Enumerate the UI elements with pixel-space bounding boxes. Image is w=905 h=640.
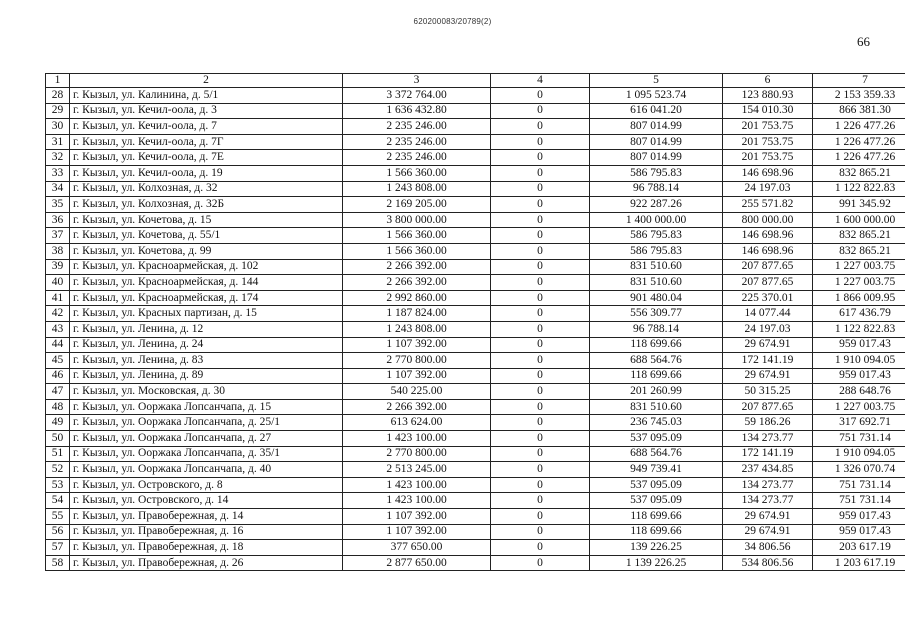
total-cost-cell: 1 107 392.00	[343, 524, 491, 540]
col5-value-cell: 1 400 000.00	[590, 212, 723, 228]
total-cost-cell: 2 235 246.00	[343, 150, 491, 166]
table-row	[46, 88, 905, 104]
table-row	[46, 524, 905, 540]
table-row	[46, 509, 905, 525]
col5-value-cell: 96 788.14	[590, 321, 723, 337]
col6-value-cell: 134 273.77	[723, 493, 813, 509]
total-cost-cell: 1 566 360.00	[343, 165, 491, 181]
total-cost-cell: 2 770 800.00	[343, 353, 491, 369]
col7-value-cell: 1 866 009.95	[813, 290, 905, 306]
col7-value-cell: 959 017.43	[813, 509, 905, 525]
table-row	[46, 275, 905, 291]
col7-value-cell: 1 326 070.74	[813, 462, 905, 478]
row-number-cell: 35	[46, 197, 70, 213]
col5-value-cell: 201 260.99	[590, 384, 723, 400]
table-row	[46, 259, 905, 275]
total-cost-cell: 1 423 100.00	[343, 477, 491, 493]
col6-value-cell: 14 077.44	[723, 306, 813, 322]
total-cost-cell: 2 266 392.00	[343, 259, 491, 275]
col6-value-cell: 134 273.77	[723, 431, 813, 447]
col5-value-cell: 688 564.76	[590, 353, 723, 369]
col4-value-cell: 0	[491, 415, 590, 431]
row-number-cell: 36	[46, 212, 70, 228]
col4-value-cell: 0	[491, 399, 590, 415]
col7-value-cell: 959 017.43	[813, 524, 905, 540]
col4-value-cell: 0	[491, 181, 590, 197]
document-id: 620200083/20789(2)	[413, 17, 492, 26]
col4-value-cell: 0	[491, 275, 590, 291]
col7-value-cell: 203 617.19	[813, 540, 905, 556]
table-row	[46, 228, 905, 244]
total-cost-cell: 540 225.00	[343, 384, 491, 400]
col6-value-cell: 29 674.91	[723, 368, 813, 384]
col6-value-cell: 201 753.75	[723, 150, 813, 166]
row-number-cell: 56	[46, 524, 70, 540]
total-cost-cell: 1 566 360.00	[343, 228, 491, 244]
table-row	[46, 462, 905, 478]
row-number-cell: 38	[46, 243, 70, 259]
table-row	[46, 337, 905, 353]
col5-value-cell: 1 095 523.74	[590, 88, 723, 104]
address-cell: г. Кызыл, ул. Ооржака Лопсанчапа, д. 25/1	[70, 415, 343, 431]
address-cell: г. Кызыл, ул. Калинина, д. 5/1	[70, 88, 343, 104]
col7-value-cell: 317 692.71	[813, 415, 905, 431]
address-cell: г. Кызыл, ул. Красноармейская, д. 144	[70, 275, 343, 291]
table-row	[46, 243, 905, 259]
col4-value-cell: 0	[491, 431, 590, 447]
address-cell: г. Кызыл, ул. Колхозная, д. 32	[70, 181, 343, 197]
address-cell: г. Кызыл, ул. Кечил-оола, д. 7	[70, 119, 343, 135]
col7-value-cell: 751 731.14	[813, 431, 905, 447]
col5-value-cell: 118 699.66	[590, 509, 723, 525]
col4-value-cell: 0	[491, 212, 590, 228]
col4-value-cell: 0	[491, 306, 590, 322]
col6-value-cell: 146 698.96	[723, 165, 813, 181]
address-cell: г. Кызыл, ул. Островского, д. 14	[70, 493, 343, 509]
col7-value-cell: 288 648.76	[813, 384, 905, 400]
address-cell: г. Кызыл, ул. Островского, д. 8	[70, 477, 343, 493]
col5-value-cell: 586 795.83	[590, 243, 723, 259]
header-cell: 4	[491, 74, 590, 88]
col6-value-cell: 123 880.93	[723, 88, 813, 104]
table-row	[46, 165, 905, 181]
row-number-cell: 44	[46, 337, 70, 353]
col4-value-cell: 0	[491, 477, 590, 493]
table-row	[46, 290, 905, 306]
total-cost-cell: 2 992 860.00	[343, 290, 491, 306]
table-row	[46, 119, 905, 135]
total-cost-cell: 1 423 100.00	[343, 493, 491, 509]
row-number-cell: 47	[46, 384, 70, 400]
col4-value-cell: 0	[491, 197, 590, 213]
col7-value-cell: 991 345.92	[813, 197, 905, 213]
col7-value-cell: 832 865.21	[813, 165, 905, 181]
row-number-cell: 40	[46, 275, 70, 291]
col7-value-cell: 1 226 477.26	[813, 150, 905, 166]
total-cost-cell: 2 235 246.00	[343, 119, 491, 135]
address-cell: г. Кызыл, ул. Кечил-оола, д. 7Г	[70, 134, 343, 150]
row-number-cell: 48	[46, 399, 70, 415]
col4-value-cell: 0	[491, 446, 590, 462]
col5-value-cell: 586 795.83	[590, 228, 723, 244]
table-row	[46, 306, 905, 322]
col6-value-cell: 172 141.19	[723, 446, 813, 462]
table-row	[46, 540, 905, 556]
col4-value-cell: 0	[491, 243, 590, 259]
header-cell: 7	[813, 74, 905, 88]
col5-value-cell: 537 095.09	[590, 431, 723, 447]
address-cell: г. Кызыл, ул. Красноармейская, д. 102	[70, 259, 343, 275]
address-cell: г. Кызыл, ул. Правобережная, д. 26	[70, 555, 343, 571]
col7-value-cell: 751 731.14	[813, 493, 905, 509]
row-number-cell: 50	[46, 431, 70, 447]
col6-value-cell: 50 315.25	[723, 384, 813, 400]
total-cost-cell: 3 800 000.00	[343, 212, 491, 228]
col7-value-cell: 832 865.21	[813, 228, 905, 244]
col6-value-cell: 24 197.03	[723, 181, 813, 197]
col6-value-cell: 207 877.65	[723, 399, 813, 415]
col4-value-cell: 0	[491, 165, 590, 181]
table-row	[46, 431, 905, 447]
col5-value-cell: 901 480.04	[590, 290, 723, 306]
col6-value-cell: 24 197.03	[723, 321, 813, 337]
address-cell: г. Кызыл, ул. Кечил-оола, д. 19	[70, 165, 343, 181]
header-cell: 3	[343, 74, 491, 88]
table-row	[46, 446, 905, 462]
address-cell: г. Кызыл, ул. Ленина, д. 24	[70, 337, 343, 353]
table-row	[46, 415, 905, 431]
total-cost-cell: 2 513 245.00	[343, 462, 491, 478]
col7-value-cell: 1 227 003.75	[813, 399, 905, 415]
col5-value-cell: 807 014.99	[590, 134, 723, 150]
table-row	[46, 399, 905, 415]
col7-value-cell: 1 600 000.00	[813, 212, 905, 228]
total-cost-cell: 377 650.00	[343, 540, 491, 556]
col4-value-cell: 0	[491, 290, 590, 306]
col5-value-cell: 831 510.60	[590, 275, 723, 291]
table-row	[46, 321, 905, 337]
table-row	[46, 181, 905, 197]
col6-value-cell: 134 273.77	[723, 477, 813, 493]
col5-value-cell: 586 795.83	[590, 165, 723, 181]
col5-value-cell: 831 510.60	[590, 259, 723, 275]
total-cost-cell: 1 243 808.00	[343, 181, 491, 197]
total-cost-cell: 2 770 800.00	[343, 446, 491, 462]
table-row	[46, 212, 905, 228]
row-number-cell: 28	[46, 88, 70, 104]
table-row	[46, 197, 905, 213]
table-row	[46, 368, 905, 384]
address-cell: г. Кызыл, ул. Красноармейская, д. 174	[70, 290, 343, 306]
col5-value-cell: 537 095.09	[590, 477, 723, 493]
col5-value-cell: 688 564.76	[590, 446, 723, 462]
col7-value-cell: 866 381.30	[813, 103, 905, 119]
table-row	[46, 384, 905, 400]
total-cost-cell: 1 423 100.00	[343, 431, 491, 447]
row-number-cell: 41	[46, 290, 70, 306]
total-cost-cell: 613 624.00	[343, 415, 491, 431]
total-cost-cell: 2 169 205.00	[343, 197, 491, 213]
register-table-body	[46, 74, 905, 571]
col6-value-cell: 534 806.56	[723, 555, 813, 571]
col7-value-cell: 1 122 822.83	[813, 181, 905, 197]
col4-value-cell: 0	[491, 259, 590, 275]
col5-value-cell: 139 226.25	[590, 540, 723, 556]
col4-value-cell: 0	[491, 368, 590, 384]
table-row	[46, 150, 905, 166]
col4-value-cell: 0	[491, 524, 590, 540]
total-cost-cell: 2 235 246.00	[343, 134, 491, 150]
col4-value-cell: 0	[491, 321, 590, 337]
col4-value-cell: 0	[491, 150, 590, 166]
total-cost-cell: 1 243 808.00	[343, 321, 491, 337]
total-cost-cell: 1 107 392.00	[343, 509, 491, 525]
row-number-cell: 39	[46, 259, 70, 275]
row-number-cell: 53	[46, 477, 70, 493]
col5-value-cell: 96 788.14	[590, 181, 723, 197]
total-cost-cell: 3 372 764.00	[343, 88, 491, 104]
row-number-cell: 46	[46, 368, 70, 384]
col7-value-cell: 1 122 822.83	[813, 321, 905, 337]
address-cell: г. Кызыл, ул. Ленина, д. 83	[70, 353, 343, 369]
address-cell: г. Кызыл, ул. Кечил-оола, д. 7Е	[70, 150, 343, 166]
col6-value-cell: 172 141.19	[723, 353, 813, 369]
address-cell: г. Кызыл, ул. Ленина, д. 89	[70, 368, 343, 384]
col4-value-cell: 0	[491, 103, 590, 119]
col6-value-cell: 800 000.00	[723, 212, 813, 228]
col4-value-cell: 0	[491, 462, 590, 478]
col6-value-cell: 59 186.26	[723, 415, 813, 431]
col5-value-cell: 831 510.60	[590, 399, 723, 415]
row-number-cell: 43	[46, 321, 70, 337]
col4-value-cell: 0	[491, 119, 590, 135]
col7-value-cell: 1 227 003.75	[813, 259, 905, 275]
address-cell: г. Кызыл, ул. Кечил-оола, д. 3	[70, 103, 343, 119]
col7-value-cell: 2 153 359.33	[813, 88, 905, 104]
address-cell: г. Кызыл, ул. Кочетова, д. 55/1	[70, 228, 343, 244]
col5-value-cell: 922 287.26	[590, 197, 723, 213]
col5-value-cell: 118 699.66	[590, 368, 723, 384]
col7-value-cell: 751 731.14	[813, 477, 905, 493]
col5-value-cell: 616 041.20	[590, 103, 723, 119]
col6-value-cell: 29 674.91	[723, 524, 813, 540]
table-row	[46, 493, 905, 509]
col5-value-cell: 807 014.99	[590, 150, 723, 166]
col5-value-cell: 118 699.66	[590, 524, 723, 540]
address-cell: г. Кызыл, ул. Ооржака Лопсанчапа, д. 40	[70, 462, 343, 478]
page-number: 66	[857, 34, 870, 49]
row-number-cell: 58	[46, 555, 70, 571]
address-cell: г. Кызыл, ул. Ленина, д. 12	[70, 321, 343, 337]
col7-value-cell: 1 910 094.05	[813, 446, 905, 462]
row-number-cell: 37	[46, 228, 70, 244]
col6-value-cell: 255 571.82	[723, 197, 813, 213]
col6-value-cell: 146 698.96	[723, 243, 813, 259]
col6-value-cell: 207 877.65	[723, 275, 813, 291]
col6-value-cell: 154 010.30	[723, 103, 813, 119]
col5-value-cell: 537 095.09	[590, 493, 723, 509]
col4-value-cell: 0	[491, 353, 590, 369]
col6-value-cell: 201 753.75	[723, 119, 813, 135]
address-cell: г. Кызыл, ул. Правобережная, д. 14	[70, 509, 343, 525]
total-cost-cell: 1 107 392.00	[343, 337, 491, 353]
total-cost-cell: 1 107 392.00	[343, 368, 491, 384]
total-cost-cell: 2 266 392.00	[343, 275, 491, 291]
address-cell: г. Кызыл, ул. Колхозная, д. 32Б	[70, 197, 343, 213]
total-cost-cell: 1 187 824.00	[343, 306, 491, 322]
col4-value-cell: 0	[491, 228, 590, 244]
col4-value-cell: 0	[491, 540, 590, 556]
col5-value-cell: 807 014.99	[590, 119, 723, 135]
header-cell: 6	[723, 74, 813, 88]
address-cell: г. Кызыл, ул. Московская, д. 30	[70, 384, 343, 400]
col6-value-cell: 201 753.75	[723, 134, 813, 150]
row-number-cell: 30	[46, 119, 70, 135]
row-number-cell: 34	[46, 181, 70, 197]
col7-value-cell: 617 436.79	[813, 306, 905, 322]
col7-value-cell: 959 017.43	[813, 368, 905, 384]
col6-value-cell: 237 434.85	[723, 462, 813, 478]
address-cell: г. Кызыл, ул. Правобережная, д. 16	[70, 524, 343, 540]
col4-value-cell: 0	[491, 509, 590, 525]
table-row	[46, 103, 905, 119]
row-number-cell: 54	[46, 493, 70, 509]
col5-value-cell: 236 745.03	[590, 415, 723, 431]
address-cell: г. Кызыл, ул. Ооржака Лопсанчапа, д. 35/1	[70, 446, 343, 462]
row-number-cell: 29	[46, 103, 70, 119]
col7-value-cell: 1 226 477.26	[813, 119, 905, 135]
col4-value-cell: 0	[491, 337, 590, 353]
row-number-cell: 32	[46, 150, 70, 166]
address-cell: г. Кызыл, ул. Ооржака Лопсанчапа, д. 27	[70, 431, 343, 447]
row-number-cell: 45	[46, 353, 70, 369]
col5-value-cell: 1 139 226.25	[590, 555, 723, 571]
col6-value-cell: 225 370.01	[723, 290, 813, 306]
address-cell: г. Кызыл, ул. Ооржака Лопсанчапа, д. 15	[70, 399, 343, 415]
row-number-cell: 52	[46, 462, 70, 478]
total-cost-cell: 1 636 432.80	[343, 103, 491, 119]
address-cell: г. Кызыл, ул. Красных партизан, д. 15	[70, 306, 343, 322]
header-cell: 2	[70, 74, 343, 88]
total-cost-cell: 2 877 650.00	[343, 555, 491, 571]
address-cell: г. Кызыл, ул. Правобережная, д. 18	[70, 540, 343, 556]
col4-value-cell: 0	[491, 384, 590, 400]
col4-value-cell: 0	[491, 88, 590, 104]
col6-value-cell: 207 877.65	[723, 259, 813, 275]
address-cell: г. Кызыл, ул. Кочетова, д. 15	[70, 212, 343, 228]
col6-value-cell: 29 674.91	[723, 337, 813, 353]
col6-value-cell: 146 698.96	[723, 228, 813, 244]
col5-value-cell: 556 309.77	[590, 306, 723, 322]
header-cell: 1	[46, 74, 70, 88]
col7-value-cell: 832 865.21	[813, 243, 905, 259]
col5-value-cell: 949 739.41	[590, 462, 723, 478]
address-cell: г. Кызыл, ул. Кочетова, д. 99	[70, 243, 343, 259]
row-number-cell: 49	[46, 415, 70, 431]
col6-value-cell: 29 674.91	[723, 509, 813, 525]
col7-value-cell: 959 017.43	[813, 337, 905, 353]
col7-value-cell: 1 203 617.19	[813, 555, 905, 571]
col4-value-cell: 0	[491, 134, 590, 150]
col4-value-cell: 0	[491, 555, 590, 571]
row-number-cell: 51	[46, 446, 70, 462]
row-number-cell: 33	[46, 165, 70, 181]
row-number-cell: 57	[46, 540, 70, 556]
col7-value-cell: 1 910 094.05	[813, 353, 905, 369]
col7-value-cell: 1 226 477.26	[813, 134, 905, 150]
table-row	[46, 353, 905, 369]
row-number-cell: 42	[46, 306, 70, 322]
table-row	[46, 477, 905, 493]
table-row	[46, 134, 905, 150]
col4-value-cell: 0	[491, 493, 590, 509]
total-cost-cell: 1 566 360.00	[343, 243, 491, 259]
table-row	[46, 555, 905, 571]
col6-value-cell: 34 806.56	[723, 540, 813, 556]
register-table	[45, 73, 905, 571]
col5-value-cell: 118 699.66	[590, 337, 723, 353]
total-cost-cell: 2 266 392.00	[343, 399, 491, 415]
row-number-cell: 55	[46, 509, 70, 525]
col7-value-cell: 1 227 003.75	[813, 275, 905, 291]
table-header-row	[46, 74, 905, 88]
row-number-cell: 31	[46, 134, 70, 150]
header-cell: 5	[590, 74, 723, 88]
